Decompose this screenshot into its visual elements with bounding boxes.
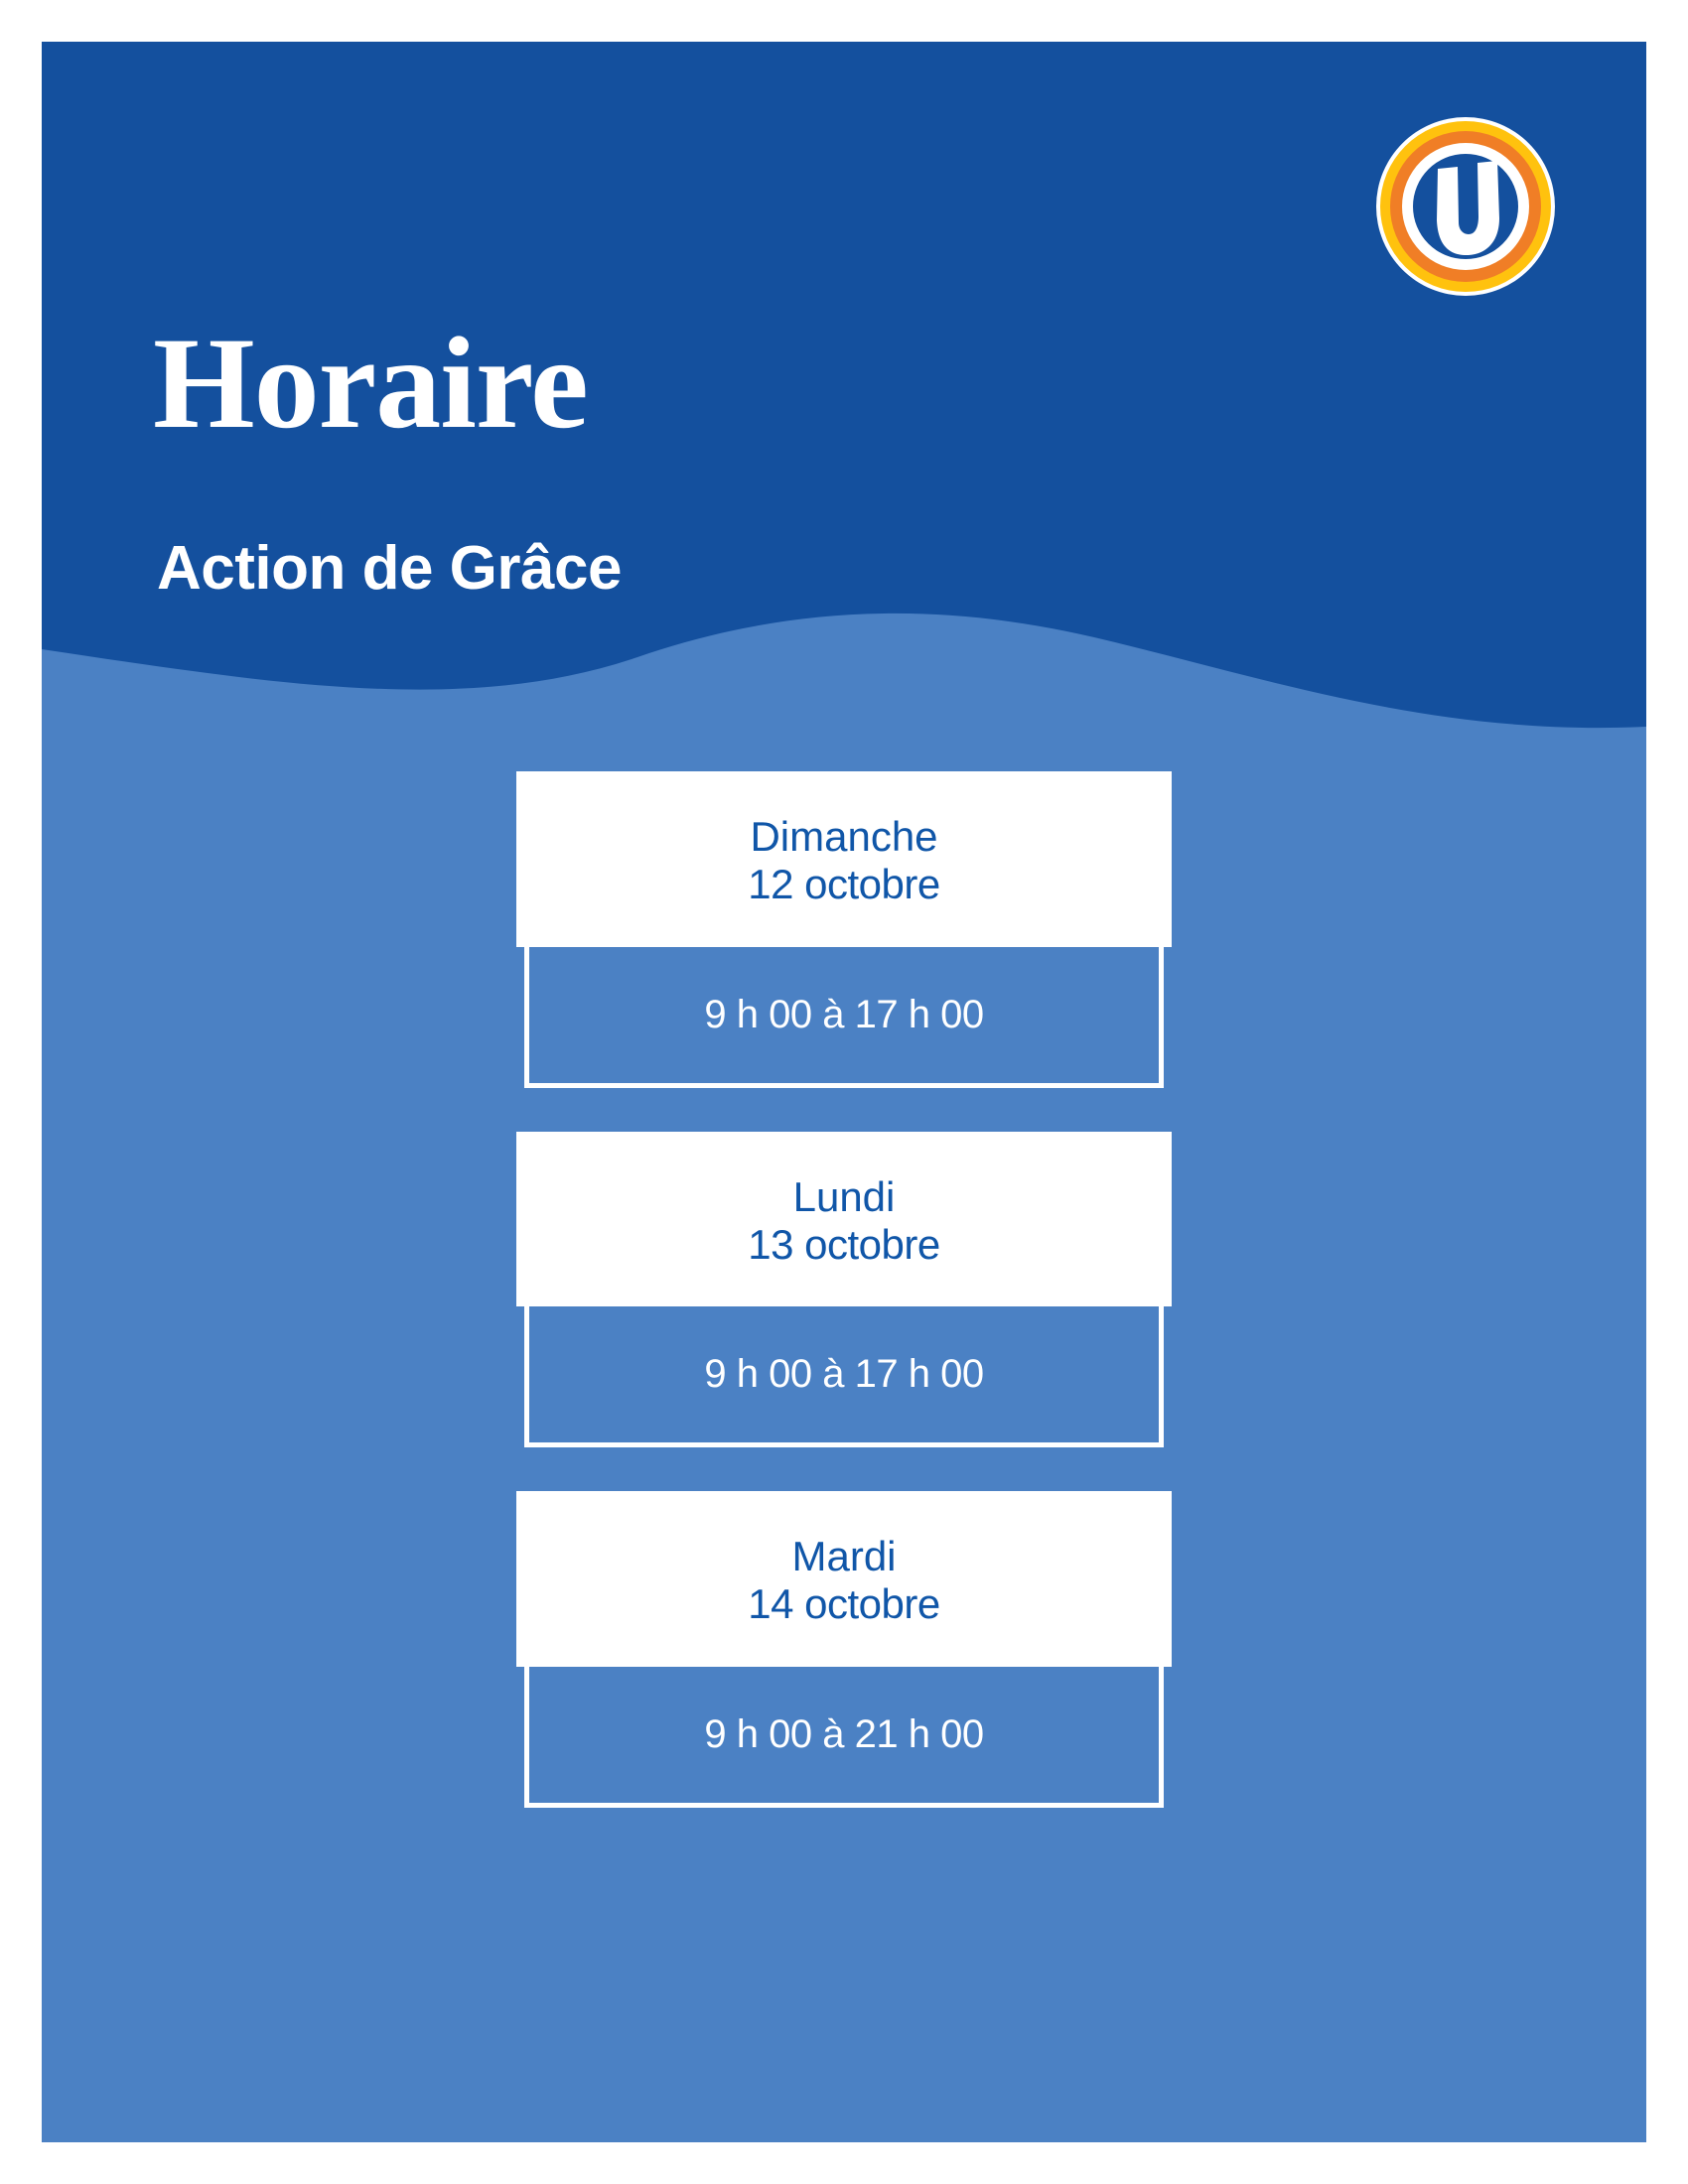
schedule-day-header bbox=[516, 1491, 1172, 1667]
schedule-day-of-week: Lundi bbox=[792, 1172, 896, 1220]
schedule-day-header bbox=[516, 1132, 1172, 1307]
schedule-date: 13 octobre bbox=[748, 1220, 940, 1268]
logo-u-icon bbox=[1372, 113, 1559, 300]
list-item bbox=[516, 1491, 1172, 1816]
schedule-list bbox=[42, 771, 1646, 1816]
schedule-hours: 9 h 00 à 17 h 00 bbox=[524, 947, 1164, 1088]
schedule-hours: 9 h 00 à 21 h 00 bbox=[524, 1667, 1164, 1808]
schedule-date: 14 octobre bbox=[748, 1580, 940, 1628]
schedule-date: 12 octobre bbox=[748, 861, 940, 908]
page-subtitle: Action de Grâce bbox=[157, 534, 622, 603]
list-item bbox=[516, 1132, 1172, 1456]
schedule-day-of-week: Dimanche bbox=[750, 813, 938, 860]
poster-inner bbox=[42, 42, 1646, 2142]
schedule-hours: 9 h 00 à 17 h 00 bbox=[524, 1306, 1164, 1447]
list-item bbox=[516, 771, 1172, 1096]
schedule-day-of-week: Mardi bbox=[791, 1533, 897, 1580]
page-title: Horaire bbox=[153, 310, 588, 456]
schedule-day-header bbox=[516, 771, 1172, 947]
